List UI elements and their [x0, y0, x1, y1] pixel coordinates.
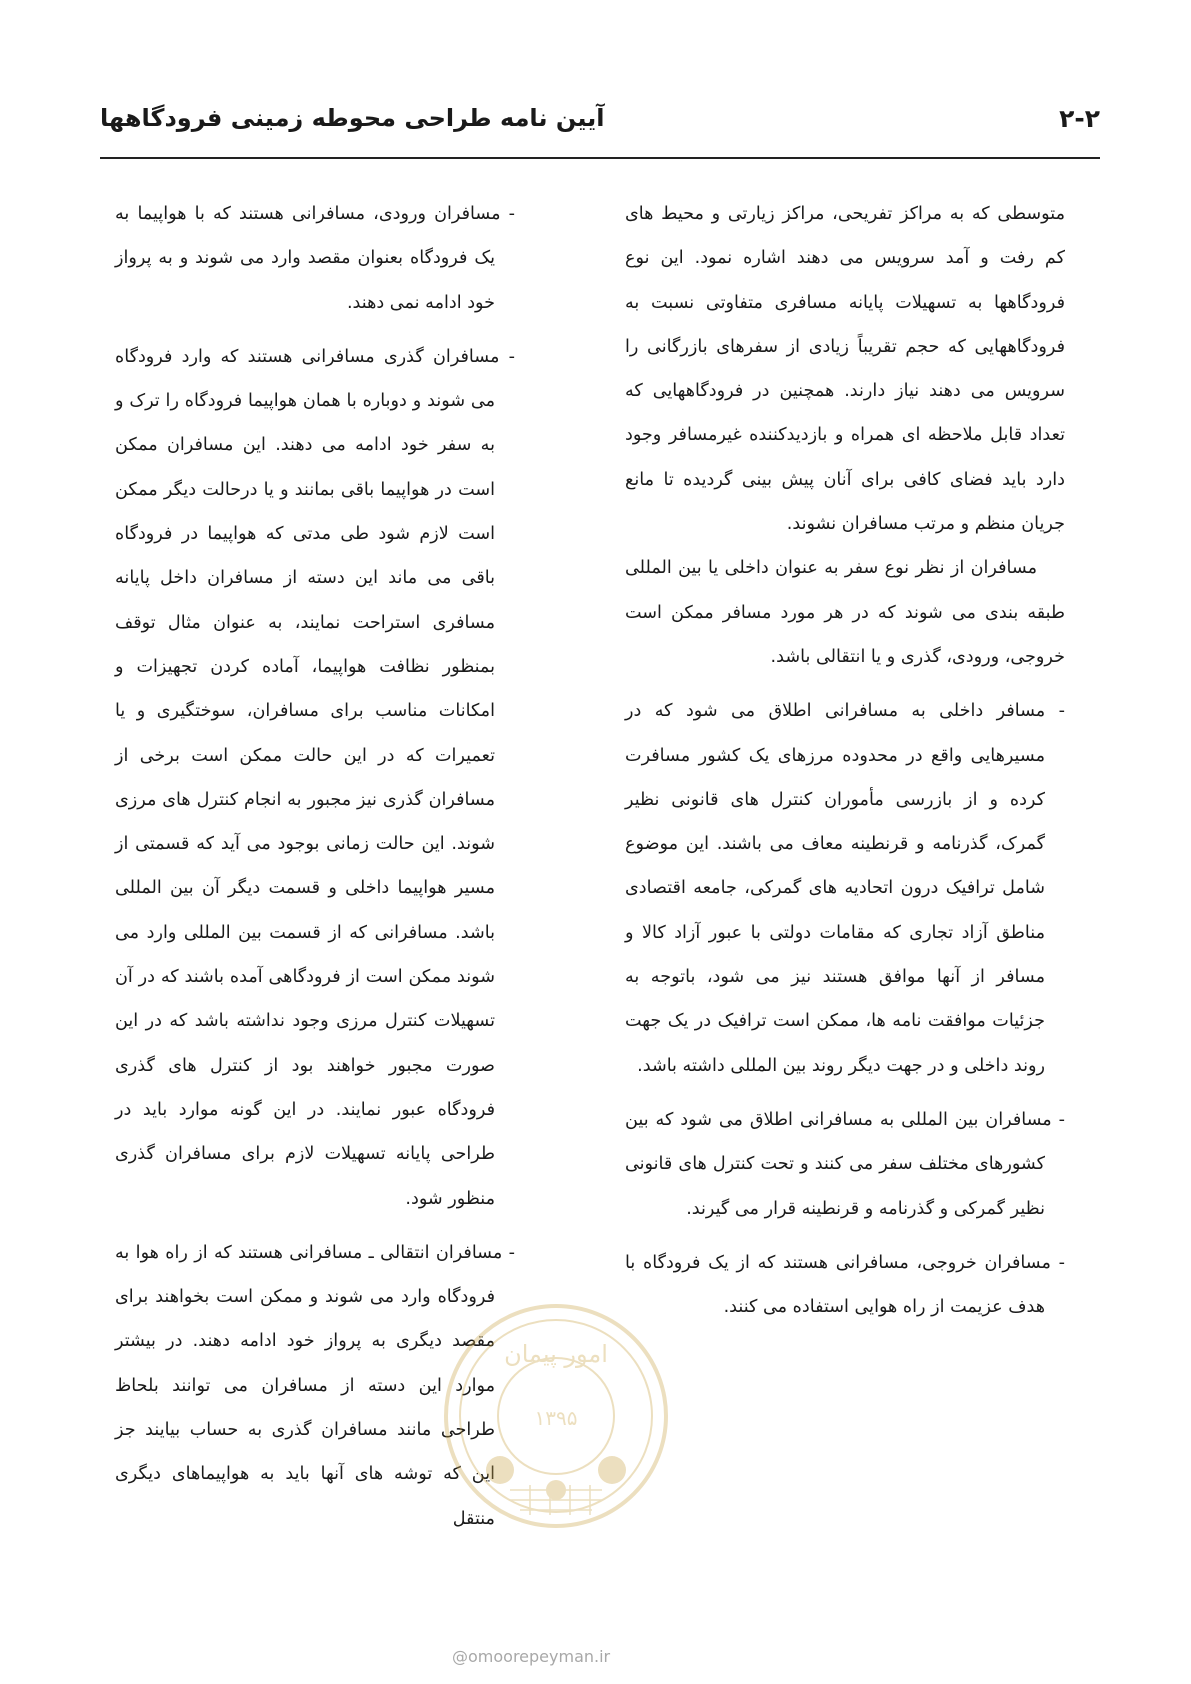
bullet-transfer-passenger: - مسافران انتقالی ـ مسافرانی هستند که از راه هوا به فرودگاه وارد می شوند و ممکن است بخواهند برای مقصد دیگری به پرواز خود ادامه دهند. در بیشتر موارد این دسته از مسافران می توانند بلحاظ طراحی مانند مسافران گذری به حساب بیایند جز این که توشه های آنها باید به هواپیماهای دیگری منتقل: [115, 1242, 515, 1529]
stamp-center-text: ۱۳۹۵: [534, 1406, 578, 1430]
bullet-departing-passenger: - مسافران خروجی، مسافرانی هستند که از یک فرودگاه با هدف عزیمت از راه هوایی استفاده می کنند.: [625, 1252, 1065, 1318]
page-number: ۲-۲: [1059, 104, 1100, 133]
paragraph-passenger-classification: مسافران از نظر نوع سفر به عنوان داخلی یا بین المللی طبقه بندی می شوند که در هر مورد مسافر ممکن است خروجی، ورودی، گذری و یا انتقالی باشد.: [625, 558, 1065, 667]
watermark-url: @omoorepeyman.ir: [452, 1647, 611, 1666]
paragraph-airport-types: متوسطی که به مراکز تفریحی، مراکز زیارتی و محیط های کم رفت و آمد سرویس می دهند اشاره نمود. این نوع فرودگاهها به تسهیلات پایانه مسافری متفاوتی نسبت به فرودگاههایی که حجم تقریباً زیادی از سفرهای بازرگانی را سرویس می دهند نیاز دارند. همچنین در فرودگاههایی که تعداد قابل ملاحظه ای همراه و بازدیدکننده غیرمسافر وجود دارد باید فضای کافی برای آنان پیش بینی گردیده تا مانع جریان منظم و مرتب مسافران نشوند.: [625, 204, 1065, 535]
right-column: [625, 192, 1065, 1329]
bullet-transit-passenger: - مسافران گذری مسافرانی هستند که وارد فرودگاه می شوند و دوباره با همان هواپیما فرودگاه را ترک و به سفر خود ادامه می دهند. این مسافران ممکن است در هواپیما باقی بمانند و یا درحالت دیگر ممکن است لازم شود طی مدتی که هواپیما در فرودگاه باقی می ماند این دسته از مسافران داخل پایانه مسافری استراحت نمایند، به عنوان مثال توقف بمنظور نظافت هواپیما، آماده کردن تجهیزات و امکانات مناسب برای مسافران، سوختگیری و یا تعمیرات که در این حالت ممکن است برخی از مسافران گذری نیز مجبور به انجام کنترل های مرزی شوند. این حالت زمانی بوجود می آید که قسمتی از مسیر هواپیما داخلی و قسمت دیگر آن بین المللی باشد. مسافرانی که از قسمت بین المللی وارد می شوند ممکن است از فرودگاهی آمده باشند که در آن تسهیلات کنترل مرزی وجود نداشته باشد که در این صورت مجبور خواهند بود از کنترل های گذری فرودگاه عبور نمایند. در این گونه موارد باید در طراحی پایانه تسهیلات لازم برای مسافران گذری منظور شود.: [115, 346, 515, 1209]
watermark-stamp-icon: [440, 1300, 672, 1532]
header-divider: [100, 157, 1100, 159]
running-title: آیین نامه طراحی محوطه زمینی فرودگاهها: [100, 104, 605, 132]
bullet-arriving-passenger: - مسافران ورودی، مسافرانی هستند که با هواپیما به یک فرودگاه بعنوان مقصد وارد می شوند و به پرواز خود ادامه نمی دهند.: [115, 204, 515, 313]
bullet-international-passenger: - مسافران بین المللی به مسافرانی اطلاق می شود که بین کشورهای مختلف سفر می کنند و تحت کنترل های قانونی نظیر گمرکی و گذرنامه و قرنطینه قرار می گیرند.: [625, 1109, 1065, 1219]
page-header: [100, 100, 1100, 140]
stamp-arc-text: امور پیمان: [504, 1340, 608, 1368]
bullet-domestic-passenger: - مسافر داخلی به مسافرانی اطلاق می شود که در مسیرهایی واقع در محدوده مرزهای یک کشور مسافرت کرده و از بازرسی مأموران کنترل های قانونی نظیر گمرک، گذرنامه و قرنطینه معاف می باشند. این موضوع شامل ترافیک درون اتحادیه های گمرکی، جامعه اقتصادی مناطق آزاد تجاری که مقامات دولتی با عبور آزاد کالا و مسافر از آنها موافق هستند نیز می شود، باتوجه به جزئیات موافقت نامه ها، ممکن است ترافیک در یک جهت روند داخلی و در جهت دیگر روند بین المللی داشته باشد.: [625, 701, 1065, 1076]
